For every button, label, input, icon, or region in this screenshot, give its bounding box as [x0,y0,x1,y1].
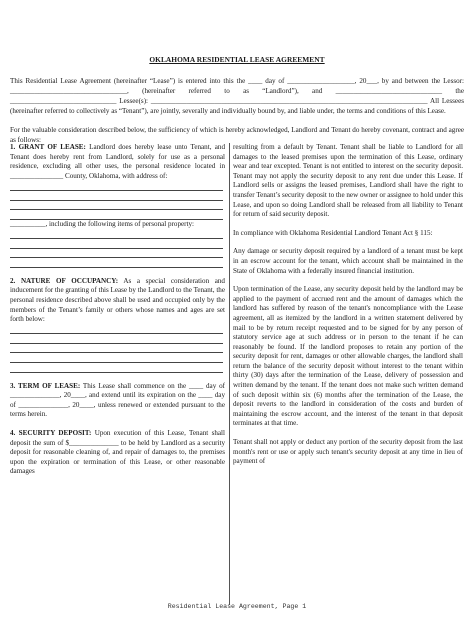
intro-parties-paragraph: This Residential Lease Agreement (hereinafter “Lease”) is entered into this the ____ day of ___________________, 20___, by and between the Lessor: _________________________________, (hereinafter referred to as “Landlord”), and ______________________________ the ______________________________ Lessee(s): ______________________________________________________________________________ All Lessees (hereinafter referred to collectively as “Tenant”), are jointly, severally and individually bound by, and liable under, the terms and conditions of this Lease. [10,77,464,115]
property-blank-line [10,239,223,249]
address-blank-line [10,181,223,191]
address-blank-line [10,201,223,211]
term-of-lease-text: This Lease shall commence on the ____ day of ______________, 20____, and extend until its expiration on the ____ day of ______________, 20____, unless renewed or extended pursuant to the terms herein. [10,381,225,419]
nature-of-occupancy-text: As a special consideration and inducement for the granting of this Lease by the Landlord to the Tenant, the personal residence described above shall be used and occupied only by the members of the Tenant’s family or others whose names and ages are set forth below: [10,276,225,324]
occupant-blank-line [10,344,223,354]
page-footer: Residential Lease Agreement, Page 1 [167,603,307,610]
occupant-blank-line [10,325,223,335]
grant-of-lease-heading: 1. GRANT OF LEASE: [10,143,86,151]
deposit-liability-paragraph: resulting from a default by Tenant. Tenant shall be liable to Landlord for all damages to the leased premises upon the termination of this Lease, ordinary wear and tear excepted. Tenant is not entitled to interest on the security deposit. Tenant may not apply the security deposit to any rent due under this Lease. If Landlord sells or assigns the leased premises, Landlord shall have the right to transfer Tenant’s security deposit to the new owner or assignee to hold under this Lease, and upon so doing Landlord shall be released from all liability to Tenant for return of said security deposit. [233,143,463,219]
section-grant-of-lease [10,143,225,181]
intro-consideration-paragraph: For the valuable consideration described below, the sufficiency of which is hereby acknowledged, Landlord and Tenant do hereby covenant, contract and agree as follows: [10,126,464,144]
statute-reference-paragraph: In compliance with Oklahoma Residential Landlord Tenant Act § 115: [233,228,433,237]
personal-property-text: __________, including the following items of personal property: [10,219,195,228]
occupant-blank-line [10,334,223,344]
property-blank-line [10,249,223,259]
grant-of-lease-text: Landlord does hereby lease unto Tenant, and Tenant does hereby rent from Landlord, solely for use as a personal residence, excluding all other uses, the personal residence located in _______________ County, Oklahoma, with address of: [10,143,225,180]
intro-section [10,76,464,145]
section-security-deposit [10,429,225,477]
address-blank-line [10,210,223,220]
occupant-blank-line [10,363,223,373]
security-deposit-text: Upon execution of this Lease, Tenant shall deposit the sum of $______________ to be held by Landlord as a security deposit for reasonable cleaning of, and repair of damages to, the premises upon the expiration or termination of this Lease, or other reasonable damages [10,429,225,476]
left-column [10,143,225,477]
section-term-of-lease [10,382,225,420]
occupant-blank-line [10,353,223,363]
property-blank-line [10,229,223,239]
property-blank-line [10,258,223,268]
termination-deposit-paragraph: Upon termination of the Lease, any security deposit held by the landlord may be applied to the payment of accrued rent and the amount of damages which the landlord has suffered by reason of the tenant's noncompliance with the Lease agreement, all as itemized by the landlord in a written statement delivered by mail to be by return receipt requested and to be signed for by any person of statutory service age at such address or in person to the tenant if he can reasonably be found. If the landlord proposes to retain any portion of the security deposit for rent, damages or other allowable charges, the landlord shall return the balance of the security deposit without interest to the tenant within thirty (30) days after the termination of the Lease, delivery of possession and written demand by the tenant. If the tenant does not make such written demand of such deposit within six (6) months after the termination of the Lease, the deposit reverts to the landlord in consideration of the costs and burden of maintaining the escrow account, and the interest of the tenant in that deposit terminates at that time. [233,285,463,428]
section-nature-of-occupancy [10,277,225,325]
term-of-lease-heading: 3. TERM OF LEASE: [10,381,81,390]
address-blank-line [10,191,223,201]
nature-of-occupancy-heading: 2. NATURE OF OCCUPANCY: [10,276,119,285]
column-divider [229,143,230,605]
document-title: OKLAHOMA RESIDENTIAL LEASE AGREEMENT [149,55,325,64]
escrow-paragraph: Any damage or security deposit required by a landlord of a tenant must be kept in an escrow account for the tenant, which account shall be maintained in the State of Oklahoma with a federally insured financial institution. [233,247,463,275]
last-month-rent-paragraph: Tenant shall not apply or deduct any portion of the security deposit from the last month's rent or use or apply such tenant's security deposit at any time in lieu of payment of [233,438,463,466]
security-deposit-heading: 4. SECURITY DEPOSIT: [10,429,92,438]
right-column [233,143,463,467]
